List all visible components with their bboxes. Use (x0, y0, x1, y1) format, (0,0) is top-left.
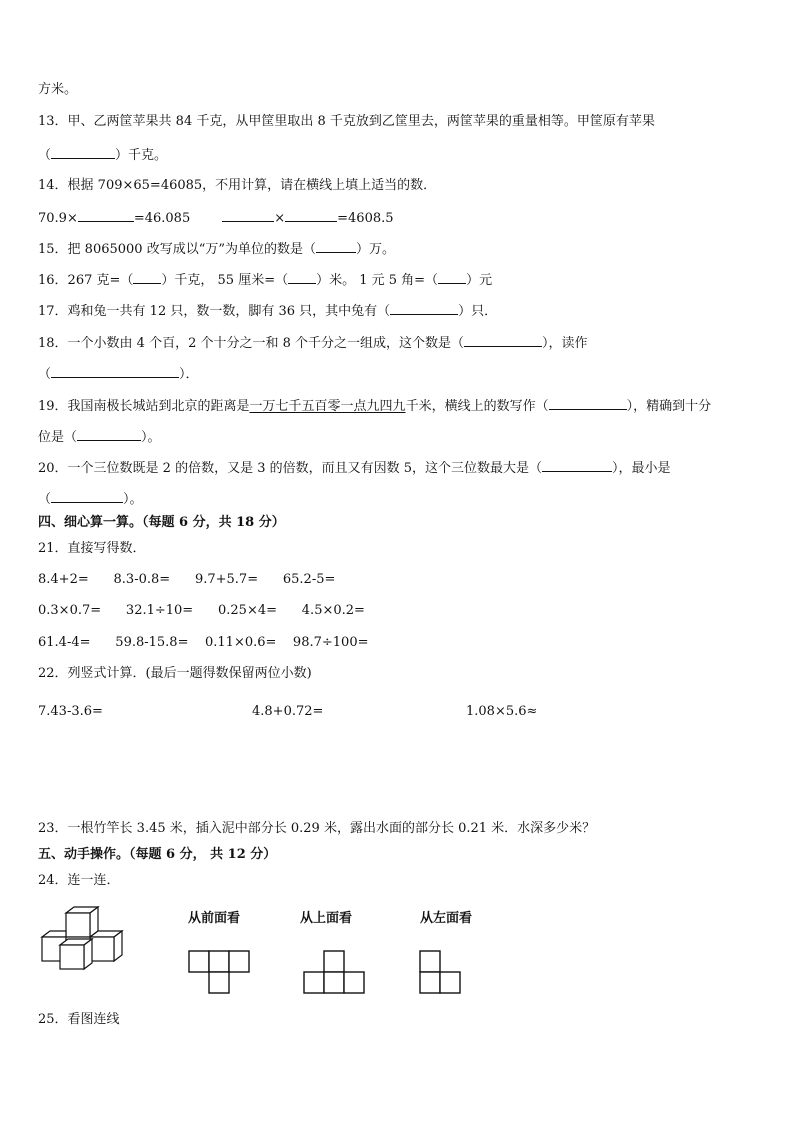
q13-answer-blank[interactable] (51, 145, 115, 159)
q15-line: 15．把 8065000 改写成以“万”为单位的数是（ ）万。 (38, 239, 395, 259)
q21-title: 21．直接写得数． (38, 541, 146, 556)
q18-number-blank[interactable] (464, 333, 542, 347)
q19-line2: 位是（ ）。 (38, 427, 161, 447)
q25-title: 25．看图连线 (38, 1012, 120, 1027)
q17-line: 17．鸡和兔一共有 12 只，数一数，脚有 36 只，其中兔有（ ）只． (38, 301, 497, 321)
q19-rounded-blank[interactable] (77, 427, 141, 441)
q21-row-3: 61.4-4= 59.8-15.8= 0.11×0.6= 98.7÷100= (38, 635, 369, 650)
q22-problem-a: 7.43-3.6= (38, 704, 103, 719)
q15-answer-blank[interactable] (316, 239, 356, 253)
q16-blank-2[interactable] (288, 270, 316, 284)
q21-row-2: 0.3×0.7= 32.1÷10= 0.25×4= 4.5×0.2= (38, 603, 365, 618)
q24-title: 24．连一连． (38, 873, 120, 888)
q16-blank-3[interactable] (438, 270, 466, 284)
left-view-shape[interactable] (419, 950, 463, 994)
q18-line1: 18．一个小数由 4 个百，2 个十分之一和 8 个千分之一组成，这个数是（ ），读作 (38, 333, 588, 353)
q14-line2: 70.9× =46.085 × =4608.5 (38, 208, 394, 228)
q20-max-blank[interactable] (542, 458, 612, 472)
line-continuation: 方米。 (38, 82, 78, 97)
cube-stack-figure (40, 905, 124, 975)
q22-problem-c: 1.08×5.6≈ (466, 704, 538, 719)
q13-line2: （ ）千克。 (38, 145, 167, 165)
view-label-front: 从前面看 (188, 911, 241, 926)
view-label-top: 从上面看 (300, 911, 353, 926)
q16-line: 16．267 克=（ ）千克， 55 厘米=（ ）米。 1 元 5 角=（ ）元 (38, 270, 492, 290)
q21-row-1: 8.4+2= 8.3-0.8= 9.7+5.7= 65.2-5= (38, 572, 336, 587)
section-5-heading: 五、动手操作。（每题 6 分， 共 12 分） (38, 847, 277, 862)
view-label-left: 从左面看 (420, 911, 473, 926)
q19-number-blank[interactable] (549, 396, 627, 410)
q20-min-blank[interactable] (51, 489, 123, 503)
q14-blank-3[interactable] (285, 208, 337, 222)
q17-answer-blank[interactable] (390, 301, 458, 315)
front-view-shape[interactable] (188, 950, 252, 994)
q20-line2: （ ）。 (38, 489, 143, 509)
q19-underlined-number: 一万七千五百零一点九四九 (249, 399, 406, 414)
q20-line1: 20．一个三位数既是 2 的倍数，又是 3 的倍数，而且又有因数 5，这个三位数最大是（ ），最小是 (38, 458, 671, 478)
q22-title: 22．列竖式计算．(最后一题得数保留两位小数) (38, 666, 312, 681)
q14-blank-1[interactable] (78, 208, 134, 222)
q14-line1: 14．根据 709×65=46085，不用计算，请在横线上填上适当的数． (38, 178, 437, 193)
q16-blank-1[interactable] (133, 270, 161, 284)
q18-line2: （ ）． (38, 364, 199, 384)
q13-line1: 13．甲、乙两筐苹果共 84 千克，从甲筐里取出 8 千克放到乙筐里去，两筐苹果的重量相等。甲筐原有苹果 (38, 114, 655, 129)
q22-problem-b: 4.8+0.72= (252, 704, 324, 719)
q18-reading-blank[interactable] (51, 364, 179, 378)
q14-blank-2[interactable] (222, 208, 274, 222)
section-4-heading: 四、细心算一算。（每题 6 分，共 18 分） (38, 515, 285, 530)
q23-line: 23．一根竹竿长 3.45 米，插入泥中部分长 0.29 米，露出水面的部分长 0.21 米．水深多少米？ (38, 821, 596, 836)
top-view-shape[interactable] (303, 950, 367, 994)
q19-line1: 19．我国南极长城站到北京的距离是一万七千五百零一点九四九千米，横线上的数写作（ ），精确到十分 (38, 396, 711, 416)
